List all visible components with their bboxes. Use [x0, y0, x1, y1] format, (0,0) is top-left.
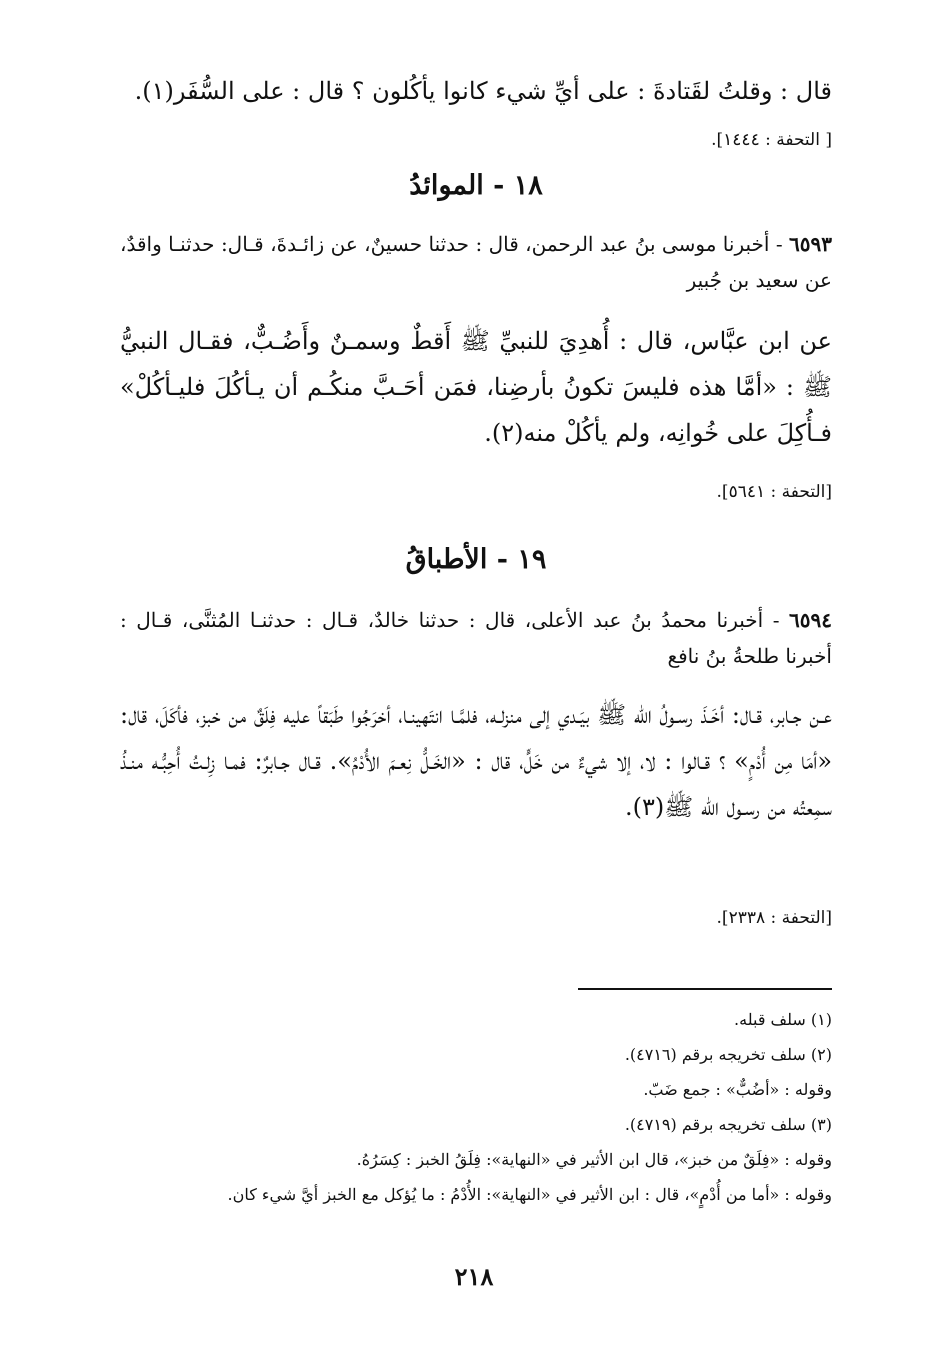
tuhfa-reference: [التحفة : ٥٦٤١].	[716, 482, 832, 502]
footnote-line: وقوله : «أما من أُدْمٍ»، قال : ابن الأثير في «النهاية»: الأُدْمُ : ما يُؤكل مع الخبز أيَّ شيء كان.	[227, 1185, 832, 1204]
footnote-line: (٢) سلف تخريجه برقم (٤٧١٦).	[624, 1045, 832, 1064]
footnote-line: (١) سلف قبله.	[734, 1010, 832, 1029]
chapter-heading-19: ١٩ - الأطباقُ	[405, 544, 547, 575]
footnote-divider	[578, 988, 832, 990]
hadith-number: ٦٥٩٤	[789, 608, 832, 632]
footnote-line: (٣) سلف تخريجه برقم (٤٧١٩).	[624, 1115, 832, 1134]
hadith-isnad-6593	[120, 226, 832, 298]
tuhfa-reference: [ التحفة : ١٤٤٤].	[711, 130, 832, 150]
continuation-line: قال : وقلتُ لقَتادةَ : على أيِّ شيء كانوا يأكُلون ؟ قال : على السُّفَر(١).	[134, 77, 832, 105]
footnotes	[120, 1002, 832, 1212]
footnote-line: وقوله : «فِلَقٌ من خبز»، قال ابن الأثير في «النهاية»: فِلَقُ الخبز : كِسَرُهُ.	[356, 1150, 832, 1169]
isnad-text: - أخبرنا محمدُ بنُ عبد الأعلى، قال : حدثنا خالدٌ، قـال : حدثنـا المُثنَّى، قـال : أخبرنا طلحةُ بنُ نافع	[120, 608, 832, 668]
tuhfa-reference: [التحفة : ٢٣٣٨].	[716, 908, 832, 928]
hadith-matn-6593: عن ابن عبَّاس، قال : أُهدِيَ للنبيِّ ﷺ أَقطٌ وسمـنٌ وأَضُـبٌّ، فقـال النبيُّ ﷺ : «أمَّا هذه فليسَ تكونُ بأرضِنا، فمَن أحَـبَّ منكُـم أن يـأكُلَ فليـأكُلْ» فـأُكِلَ على خُوانِه، ولم يأكُلْ منه(٢).	[120, 327, 832, 447]
hadith-number: ٦٥٩٣	[789, 232, 832, 256]
hadith-matn-6594: عـن جـابر، قـال: أخَـذَ رسـولُ الله ﷺ بيَـدي إلى منزلـه، فلمَّـا انتَهينـا، أخرَجُوا طَبَقاً عليه فِلَقٌ من خبز، فأكَلَ، قال: «أمَا مِن أُدْمٍ» ؟ قـالوا : لا، إلا شيءٌ من خَلٍّ، قال : «الخَـلُّ نِعـمَ الأُدْمُ». قـال جـابرٌ: فمـا زِلـتُ أُحِبُّـه منـذُ سمِعتُه من رسـول الله ﷺ(٣).	[120, 701, 832, 821]
chapter-heading-18: ١٨ - الموائدُ	[409, 170, 543, 201]
isnad-text: - أخبرنا موسى بنُ عبد الرحمن، قال : حدثنا حسينٌ، عن زائـدةَ، قـال: حدثنـا واقدٌ، عن سعيد بن جُبير	[120, 232, 832, 292]
hadith-isnad-6594	[120, 602, 832, 674]
page-number: ٢١٨	[454, 1262, 494, 1291]
footnote-line: وقوله : «أضُبٌّ» : جمع ضَبّ.	[643, 1080, 832, 1099]
